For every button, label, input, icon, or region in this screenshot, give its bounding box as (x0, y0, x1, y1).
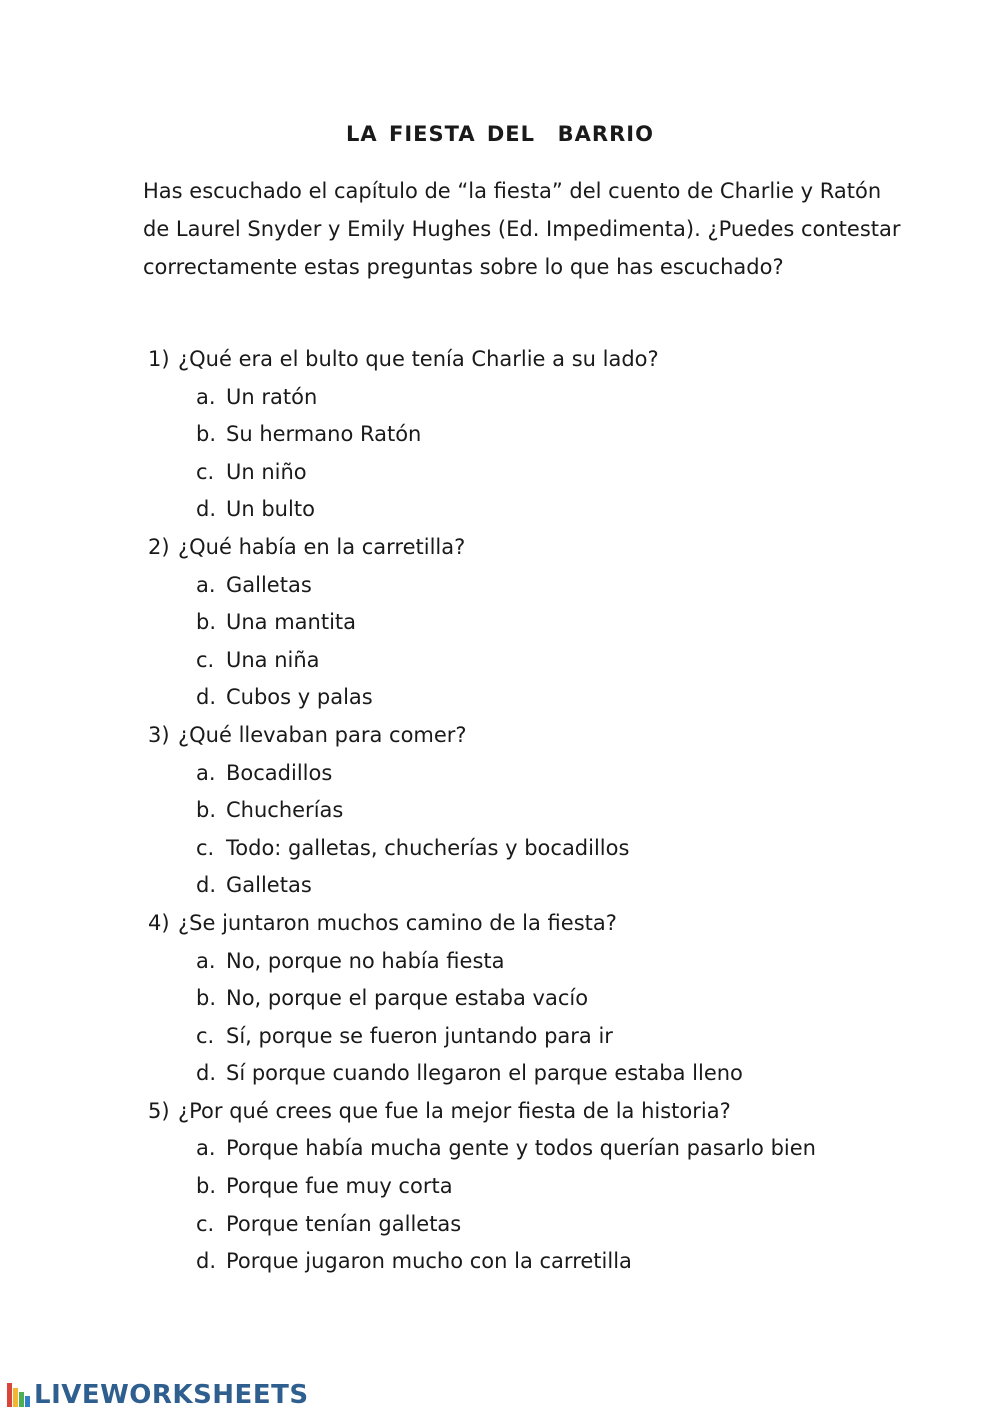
liveworksheets-logo-icon (6, 1381, 32, 1409)
option-text: No, porque el parque estaba vacío (226, 986, 589, 1011)
option-letter: c. (196, 1211, 215, 1236)
option-text: Chucherías (226, 798, 344, 823)
logo-bar-red (7, 1383, 12, 1407)
question-text: ¿Qué era el bulto que tenía Charlie a su lado? (178, 347, 659, 371)
option-letter: c. (196, 835, 215, 860)
question-number: 2) (148, 534, 170, 559)
question-number: 4) (148, 910, 170, 935)
answer-option (0, 755, 1000, 793)
option-text: Porque tenían galletas (226, 1211, 462, 1236)
option-letter: c. (196, 459, 215, 484)
option-letter: b. (196, 1174, 217, 1199)
option-text: Porque fue muy corta (226, 1174, 453, 1199)
option-text: Una niña (226, 647, 320, 672)
option-text: Porque había mucha gente y todos querían pasarlo bien (226, 1136, 816, 1161)
answer-option (0, 1130, 1000, 1168)
option-letter: c. (196, 647, 215, 672)
question-number: 5) (148, 1098, 170, 1123)
question-1 (0, 341, 1000, 529)
question-text-line (0, 1093, 1000, 1131)
question-text-line (0, 905, 1000, 943)
question-5 (0, 1093, 1000, 1281)
answer-option (0, 792, 1000, 830)
option-letter: a. (196, 384, 216, 409)
question-2 (0, 529, 1000, 717)
question-list (0, 341, 1000, 1281)
option-letter: d. (196, 1061, 217, 1086)
question-3 (0, 717, 1000, 905)
answer-option (0, 1243, 1000, 1281)
option-text: Una mantita (226, 610, 357, 635)
option-letter: b. (196, 986, 217, 1011)
liveworksheets-footer (6, 1378, 309, 1412)
option-letter: b. (196, 610, 217, 635)
question-text-line (0, 341, 1000, 379)
logo-bar-green (19, 1392, 24, 1407)
answer-option (0, 491, 1000, 529)
option-letter: d. (196, 1249, 217, 1274)
question-number: 1) (148, 347, 170, 371)
question-text: ¿Qué había en la carretilla? (178, 534, 466, 559)
answer-option (0, 867, 1000, 905)
answer-option (0, 830, 1000, 868)
option-letter: b. (196, 422, 217, 447)
option-text: Un niño (226, 459, 307, 484)
answer-option (0, 679, 1000, 717)
answer-option (0, 604, 1000, 642)
answer-option (0, 1018, 1000, 1056)
option-letter: b. (196, 798, 217, 823)
answer-option (0, 980, 1000, 1018)
question-4 (0, 905, 1000, 1093)
option-letter: d. (196, 685, 217, 710)
option-text: Sí porque cuando llegaron el parque estaba lleno (226, 1061, 743, 1086)
answer-option (0, 379, 1000, 417)
option-text: Galletas (226, 873, 312, 898)
option-text: Cubos y palas (226, 685, 373, 710)
option-text: Todo: galletas, chucherías y bocadillos (226, 835, 630, 860)
question-text: ¿Por qué crees que fue la mejor fiesta de la historia? (178, 1098, 731, 1123)
option-text: Un bulto (226, 497, 315, 522)
option-letter: a. (196, 760, 216, 785)
question-text: ¿Qué llevaban para comer? (178, 722, 467, 747)
logo-bar-yellow (13, 1388, 18, 1407)
answer-option (0, 1055, 1000, 1093)
answer-options (0, 755, 1000, 905)
option-letter: d. (196, 873, 217, 898)
answer-options (0, 1130, 1000, 1280)
option-text: Un ratón (226, 384, 318, 409)
option-letter: a. (196, 948, 216, 973)
question-text: ¿Se juntaron muchos camino de la fiesta? (178, 910, 617, 935)
answer-option (0, 642, 1000, 680)
option-letter: c. (196, 1023, 215, 1048)
answer-option (0, 454, 1000, 492)
answer-options (0, 943, 1000, 1093)
option-letter: a. (196, 572, 216, 597)
logo-bar-blue (25, 1396, 30, 1407)
question-number: 3) (148, 722, 170, 747)
answer-options (0, 567, 1000, 717)
option-text: Su hermano Ratón (226, 422, 422, 447)
liveworksheets-logo-text: LIVEWORKSHEETS (34, 1380, 309, 1410)
answer-option (0, 1206, 1000, 1244)
answer-option (0, 1168, 1000, 1206)
question-text-line (0, 717, 1000, 755)
worksheet-title: LA FIESTA DEL BARRIO (346, 122, 654, 146)
option-text: Galletas (226, 572, 312, 597)
answer-options (0, 379, 1000, 529)
option-text: Sí, porque se fueron juntando para ir (226, 1023, 613, 1048)
answer-option (0, 416, 1000, 454)
option-text: Porque jugaron mucho con la carretilla (226, 1249, 632, 1274)
intro-paragraph: Has escuchado el capítulo de “la fiesta” del cuento de Charlie y Ratón de Laurel Snyder y Emily Hughes (Ed. Impedimenta). ¿Puedes contestar correctamente estas preguntas sobre lo que has escuchado? (143, 179, 901, 279)
option-letter: d. (196, 497, 217, 522)
question-text-line (0, 529, 1000, 567)
answer-option (0, 567, 1000, 605)
answer-option (0, 943, 1000, 981)
option-text: No, porque no había fiesta (226, 948, 505, 973)
option-letter: a. (196, 1136, 216, 1161)
option-text: Bocadillos (226, 760, 333, 785)
